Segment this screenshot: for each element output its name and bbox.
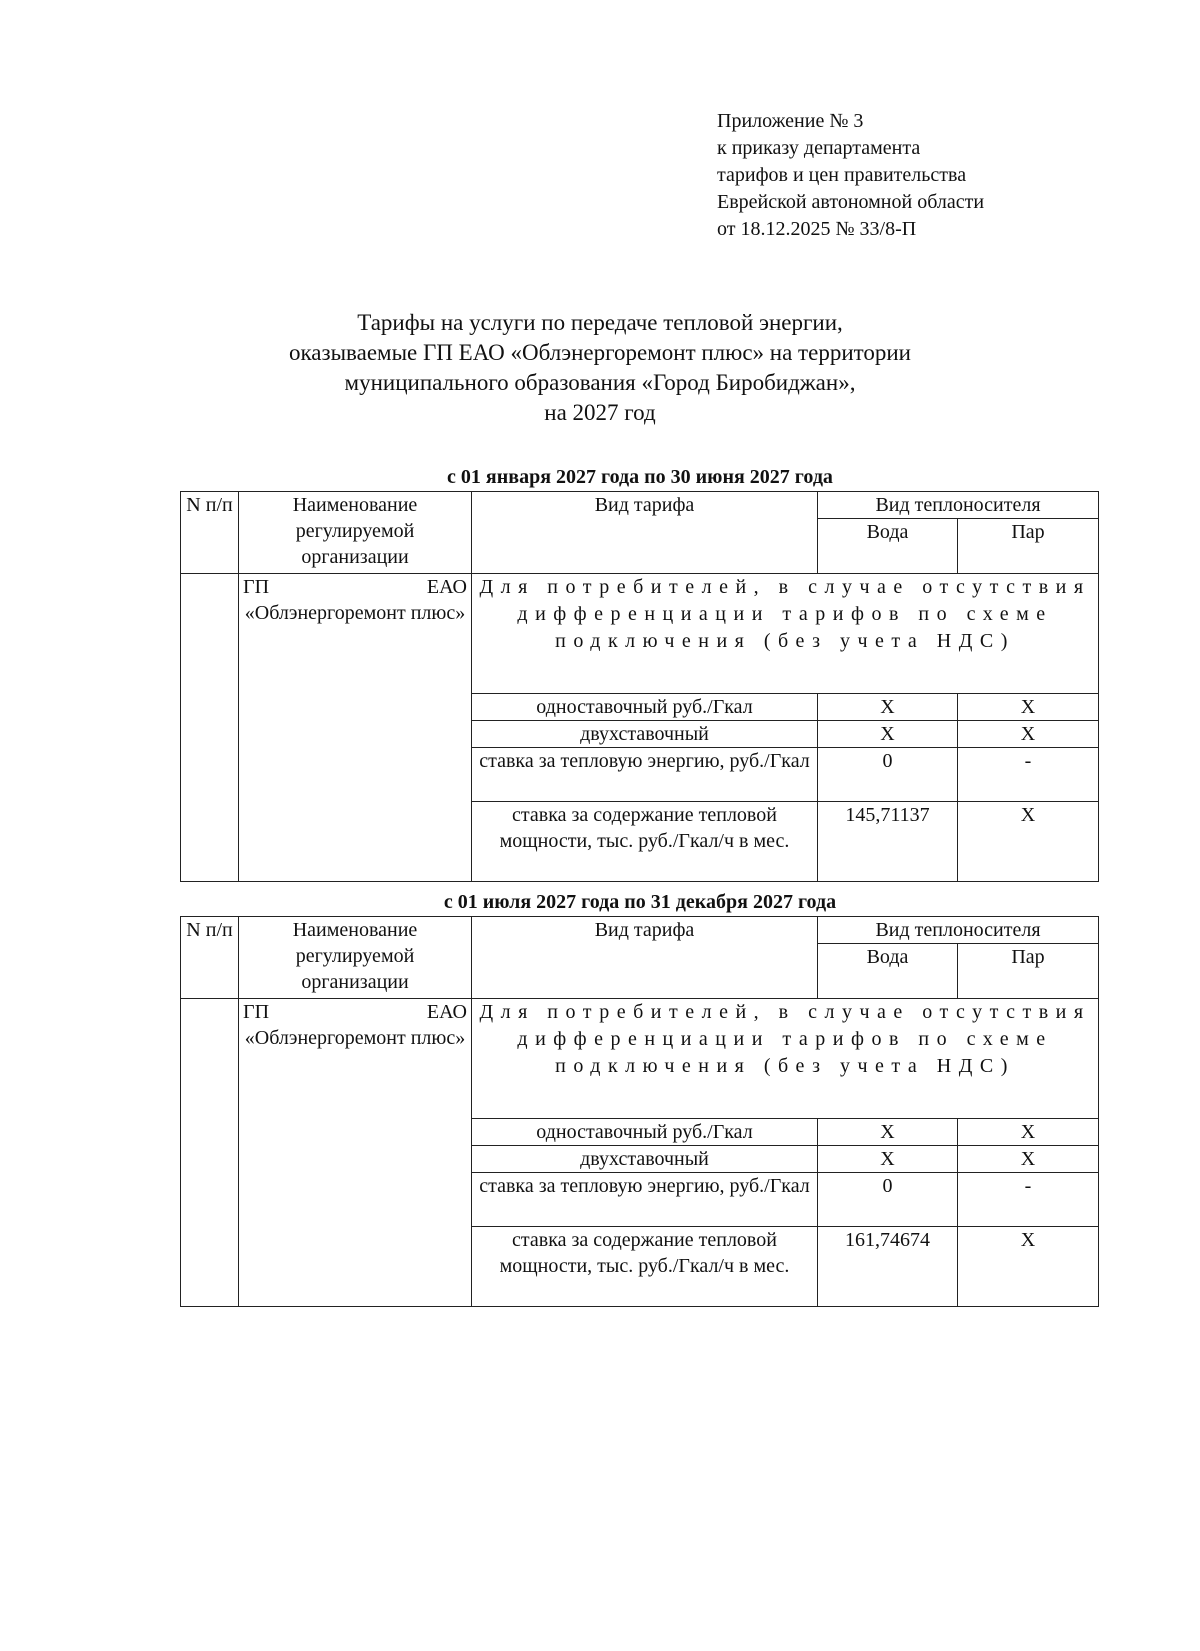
period-heading: с 01 июля 2027 года по 31 декабря 2027 года [443,891,837,913]
appendix-block [717,108,984,243]
header-num: N п/п [181,917,239,999]
consumer-category: Для потребителей, в случае отсутствия дифференциации тарифов по схеме подключения (без учета НДС) [472,574,1099,694]
steam-value: X [958,1119,1099,1146]
consumer-category: Для потребителей, в случае отсутствия дифференциации тарифов по схеме подключения (без учета НДС) [472,999,1099,1119]
water-value: X [818,1146,958,1173]
header-steam: Пар [958,519,1099,574]
water-value: 0 [818,748,958,802]
row-num [181,999,239,1307]
header-carrier: Вид теплоносителя [818,492,1099,519]
steam-value: X [958,1146,1099,1173]
tariff-table [180,491,1099,882]
water-value: X [818,694,958,721]
steam-value: X [958,694,1099,721]
steam-value: - [958,1173,1099,1227]
steam-value: X [958,1227,1099,1307]
title-line: Тарифы на услуги по передаче тепловой энергии, [357,310,843,335]
row-num [181,574,239,882]
appendix-line: Приложение № 3 [717,110,864,132]
tariff-label: ставка за содержание тепловой мощности, тыс. руб./Гкал/ч в мес. [472,1227,818,1307]
org-name-part: «Облэнергоремонт плюс» [244,1027,466,1049]
tariff-label: одноставочный руб./Гкал [472,694,818,721]
document-title [220,308,980,428]
appendix-line: к приказу департамента [717,137,921,159]
tariff-label: одноставочный руб./Гкал [472,1119,818,1146]
header-org-name: Наименование регулируемой организации [239,492,472,574]
tariff-label: ставка за содержание тепловой мощности, тыс. руб./Гкал/ч в мес. [472,802,818,882]
steam-value: - [958,748,1099,802]
water-value: X [818,1119,958,1146]
appendix-line: Еврейской автономной области [717,191,985,213]
header-water: Вода [818,944,958,999]
header-steam: Пар [958,944,1099,999]
header-water: Вода [818,519,958,574]
header-tariff-type: Вид тарифа [472,917,818,999]
org-name-part: «Облэнергоремонт плюс» [244,602,466,624]
appendix-line: от 18.12.2025 № 33/8-П [717,218,917,240]
water-value: 0 [818,1173,958,1227]
tariff-table [180,916,1099,1307]
tariff-label: двухставочный [472,721,818,748]
header-num: N п/п [181,492,239,574]
water-value: 161,74674 [818,1227,958,1307]
steam-value: X [958,802,1099,882]
tariff-label: ставка за тепловую энергию, руб./Гкал [472,1173,818,1227]
title-line: оказываемые ГП ЕАО «Облэнергоремонт плюс» на территории [288,340,911,365]
title-line: на 2027 год [544,400,656,425]
org-name-part: ЕАО [426,1001,467,1023]
org-name-cell [239,999,472,1307]
tariff-label: ставка за тепловую энергию, руб./Гкал [472,748,818,802]
water-value: X [818,721,958,748]
title-line: муниципального образования «Город Биробиджан», [344,370,856,395]
org-name-cell [239,574,472,882]
org-name-part: ГП [243,1001,270,1023]
header-carrier: Вид теплоносителя [818,917,1099,944]
period-heading: с 01 января 2027 года по 30 июня 2027 года [447,466,833,488]
water-value: 145,71137 [818,802,958,882]
header-org-name: Наименование регулируемой организации [239,917,472,999]
org-name-part: ЕАО [426,576,467,598]
header-tariff-type: Вид тарифа [472,492,818,574]
org-name-part: ГП [243,576,270,598]
appendix-line: тарифов и цен правительства [717,164,967,186]
steam-value: X [958,721,1099,748]
tariff-label: двухставочный [472,1146,818,1173]
